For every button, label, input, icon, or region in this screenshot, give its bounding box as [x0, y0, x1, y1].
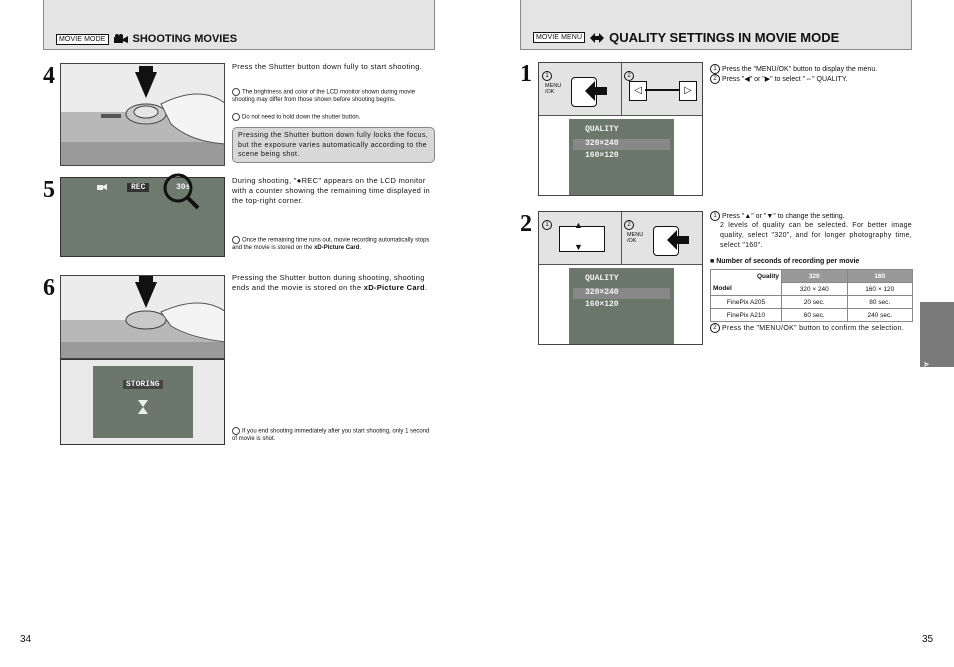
step-1-number: 1 [520, 61, 532, 87]
step-1-panel [538, 62, 703, 196]
note-icon [232, 427, 240, 435]
hourglass-icon [138, 400, 148, 414]
row-value: 20 sec. [782, 296, 848, 309]
note-text: Do not need to hold down the shutter button. [242, 114, 361, 121]
rec-indicator: REC [127, 183, 149, 192]
step-1-line-2-text: Press "◀" or "▶" to select "⇔" QUALITY. [722, 75, 848, 83]
table-row [711, 309, 913, 322]
note-bold: xD-Picture Card [314, 245, 360, 252]
press-arrow-icon [585, 81, 607, 101]
note-text: Once the remaining time runs out, movie recording automatically stops and the movie is stored on the [232, 237, 430, 252]
movie-camera-icon [114, 34, 128, 44]
circle-2: 2 [710, 74, 720, 84]
quality-option-320: 320×240 [585, 139, 619, 148]
circle-1: 1 [710, 211, 720, 221]
menu-ok-label: MENU /OK [627, 232, 644, 244]
note-text: The brightness and color of the LCD monitor shown during movie shooting may differ from those shown before shooting begins. [232, 89, 416, 104]
step-4-number: 4 [43, 63, 55, 89]
circle-2: 2 [710, 323, 720, 333]
left-arrow-button[interactable]: ◁ [629, 81, 647, 101]
row-model: FinePix A210 [711, 309, 782, 322]
table-title-text: Number of seconds of recording per movie [716, 258, 860, 265]
side-tab-label: Advanced Features [922, 362, 929, 422]
step-1-lcd-screen [569, 119, 674, 195]
recording-time-table [710, 269, 913, 322]
col-320-label: 320 × 240 [782, 283, 848, 296]
step-1-line-1-text: Press the "MENU/OK" button to display the menu. [722, 65, 878, 73]
quality-menu-title: QUALITY [585, 125, 619, 134]
menu-ok-label: MENU /OK [545, 83, 562, 95]
step-1-line-2 [710, 74, 915, 85]
step-4-text: Press the Shutter button down fully to start shooting. [232, 62, 423, 71]
sub-step-2-marker: 2 [624, 71, 634, 81]
step-6-camera-photo [60, 275, 225, 359]
step-2-number: 2 [520, 211, 532, 237]
step-5-text: During shooting, "●REC" appears on the LCD monitor with a counter showing the remaining time displayed in the top-right corner. [232, 176, 430, 205]
press-arrow-icon [667, 230, 689, 250]
left-header-bar [43, 0, 435, 50]
step-6-note [232, 427, 435, 444]
step-5-number: 5 [43, 177, 55, 203]
note-text: If you end shooting immediately after you start shooting, only 1 second of movie is shot. [232, 428, 430, 443]
note-icon [232, 236, 240, 244]
step-6-text-end: . [424, 283, 428, 292]
table-title: ■ Number of seconds of recording per movie [710, 258, 860, 265]
step-6-text-bold: xD-Picture Card [363, 283, 425, 292]
step-2-camera-back [539, 212, 703, 265]
circle-1: 1 [710, 64, 720, 74]
note-icon [232, 88, 240, 96]
movie-mode-icon [97, 183, 107, 191]
sub-step-1-marker: 1 [542, 220, 552, 230]
quality-option-320: 320×240 [585, 288, 619, 297]
sub-step-2-marker: 2 [624, 220, 634, 230]
col-160-label: 160 × 120 [847, 283, 913, 296]
right-arrow-button[interactable]: ▷ [679, 81, 697, 101]
storing-label: STORING [123, 380, 163, 389]
table-header-model: Model [711, 283, 782, 296]
note-icon [232, 113, 240, 121]
step-4-info-box: Pressing the Shutter button down fully locks the focus, but the exposure varies automatically according to the scene being shot. [232, 127, 435, 163]
step-2-line-2-text: Press the "MENU/OK" button to confirm the selection. [722, 324, 905, 332]
down-arrow-icon: ▼ [574, 242, 583, 252]
quality-menu-title: QUALITY [585, 274, 619, 283]
row-value: 80 sec. [847, 296, 913, 309]
step-4-note-1 [232, 88, 435, 105]
step-4-note-2 [232, 113, 435, 122]
col-320-icon: 320 [782, 270, 848, 283]
movie-mode-tag: MOVIE MODE [56, 34, 109, 45]
quality-icon [590, 32, 604, 44]
step-6-number: 6 [43, 275, 55, 301]
advanced-features-tab[interactable] [920, 302, 954, 422]
step-2-lcd-screen [569, 268, 674, 344]
magnifier-icon [160, 172, 202, 212]
col-160-icon: 160 [847, 270, 913, 283]
quality-option-160: 160×120 [585, 151, 619, 160]
step-6-lcd-screen [60, 359, 225, 445]
left-page-title: SHOOTING MOVIES [132, 33, 238, 45]
table-row [711, 296, 913, 309]
step-6-text [232, 273, 435, 293]
row-value: 60 sec. [782, 309, 848, 322]
quality-option-160: 160×120 [585, 300, 619, 309]
step-5-note [232, 236, 435, 253]
step-2-line-1-text: Press "▲" or "▼" to change the setting. [722, 212, 845, 220]
sub-step-1-marker: 1 [542, 71, 552, 81]
page-number-left: 34 [20, 634, 32, 645]
row-value: 240 sec. [847, 309, 913, 322]
page-number-right: 35 [922, 634, 934, 645]
step-1-camera-back [539, 63, 703, 116]
movie-menu-tag: MOVIE MENU [533, 32, 585, 43]
step-2-panel [538, 211, 703, 345]
note-end: . [359, 245, 362, 252]
remaining-counter: 30s [176, 183, 191, 192]
up-arrow-icon: ▲ [574, 220, 583, 230]
step-6-text-pre: Pressing the Shutter button during shooting, shooting ends and the movie is stored on the [232, 273, 425, 292]
row-model: FinePix A205 [711, 296, 782, 309]
right-page-title: QUALITY SETTINGS IN MOVIE MODE [609, 30, 840, 45]
right-header-bar [520, 0, 912, 50]
step-2-line-2 [710, 323, 915, 334]
step-4-camera-photo [60, 63, 225, 166]
table-header-quality: Quality [711, 270, 782, 283]
step-2-line-1b: 2 levels of quality can be selected. For better image quality, select "320", and for longer photography time, select "160". [720, 222, 912, 249]
